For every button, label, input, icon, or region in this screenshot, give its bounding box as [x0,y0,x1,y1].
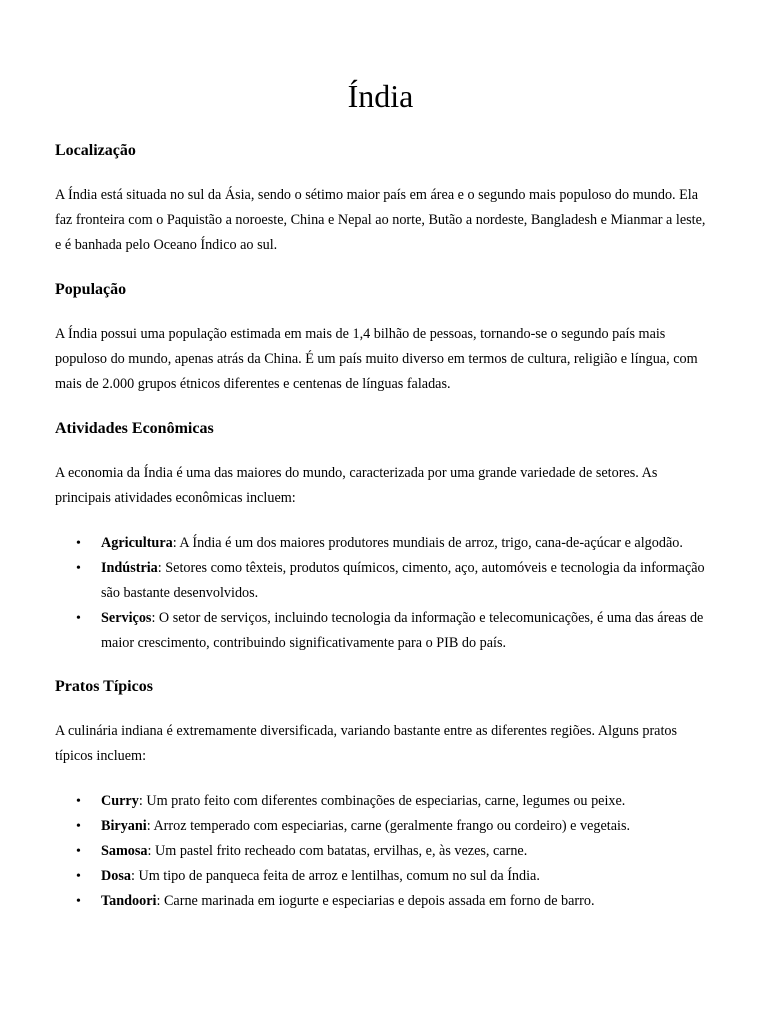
list-item-text: : Um pastel frito recheado com batatas, ervilhas, e, às vezes, carne. [147,843,528,859]
bullet-icon: • [76,869,81,884]
list-item-text: : A Índia é um dos maiores produtores mundiais de arroz, trigo, cana-de-açúcar e algodão. [172,535,683,551]
list-item-term: Agricultura [101,535,173,551]
section-paragraph: A Índia possui uma população estimada em mais de 1,4 bilhão de pessoas, tornando-se o segundo país mais populoso do mundo, apenas atrás da China. É um país muito diverso em termos de cultura, religião e língua, com mais de 2.000 grupos étnicos diferentes e centenas de línguas faladas. [55,326,698,392]
section-atividades-economicas [55,418,706,656]
bullet-icon: • [76,611,81,626]
section-heading: Pratos Típicos [55,678,153,695]
section-paragraph: A economia da Índia é uma das maiores do mundo, caracterizada por uma grande variedade de setores. As principais atividades econômicas incluem: [55,465,658,506]
section-paragraph: A culinária indiana é extremamente diversificada, variando bastante entre as diferentes regiões. Alguns pratos típicos incluem: [55,723,678,764]
list-item-text: : Um prato feito com diferentes combinações de especiarias, carne, legumes ou peixe. [138,793,626,809]
list-item-text: : Um tipo de panqueca feita de arroz e lentilhas, comum no sul da Índia. [130,868,540,884]
section-heading: População [55,281,127,298]
section-heading: Localização [55,142,136,159]
list-item-term: Serviços [101,610,152,626]
page-title: Índia [347,78,414,114]
section-localizacao [55,140,706,258]
bullet-icon: • [76,819,81,834]
list-item [76,839,706,864]
typical-dishes-list [55,789,706,914]
list-item-text: : Arroz temperado com especiarias, carne (geralmente frango ou cordeiro) e vegetais. [146,818,631,834]
section-heading: Atividades Econômicas [55,420,214,437]
list-item-text: : O setor de serviços, incluindo tecnologia da informação e telecomunicações, é uma das áreas de maior crescimento, contribuindo significativamente para o PIB do país. [101,610,704,651]
bullet-icon: • [76,794,81,809]
list-item [76,814,706,839]
bullet-icon: • [76,536,81,551]
list-item-term: Samosa [101,843,148,859]
list-item [76,556,706,606]
list-item [76,606,706,656]
list-item [76,531,706,556]
economic-activities-list [55,531,706,656]
list-item-text: : Setores como têxteis, produtos químicos, cimento, aço, automóveis e tecnologia da informação são bastante desenvolvidos. [101,560,705,601]
section-pratos-tipicos [55,676,706,914]
list-item-term: Biryani [101,818,147,834]
list-item-term: Dosa [101,868,131,884]
list-item-term: Tandoori [101,893,157,909]
list-item-term: Curry [101,793,139,809]
list-item [76,789,706,814]
section-paragraph: A Índia está situada no sul da Ásia, sendo o sétimo maior país em área e o segundo mais populoso do mundo. Ela faz fronteira com o Paquistão a noroeste, China e Nepal ao norte, Butão a nordeste, Bangladesh e Mianmar a leste, e é banhada pelo Oceano Índico ao sul. [55,187,706,253]
list-item-term: Indústria [101,560,158,576]
list-item [76,864,706,889]
bullet-icon: • [76,844,81,859]
list-item-text: : Carne marinada em iogurte e especiarias e depois assada em forno de barro. [156,893,595,909]
list-item [76,889,706,914]
bullet-icon: • [76,561,81,576]
section-populacao [55,279,706,397]
bullet-icon: • [76,894,81,909]
